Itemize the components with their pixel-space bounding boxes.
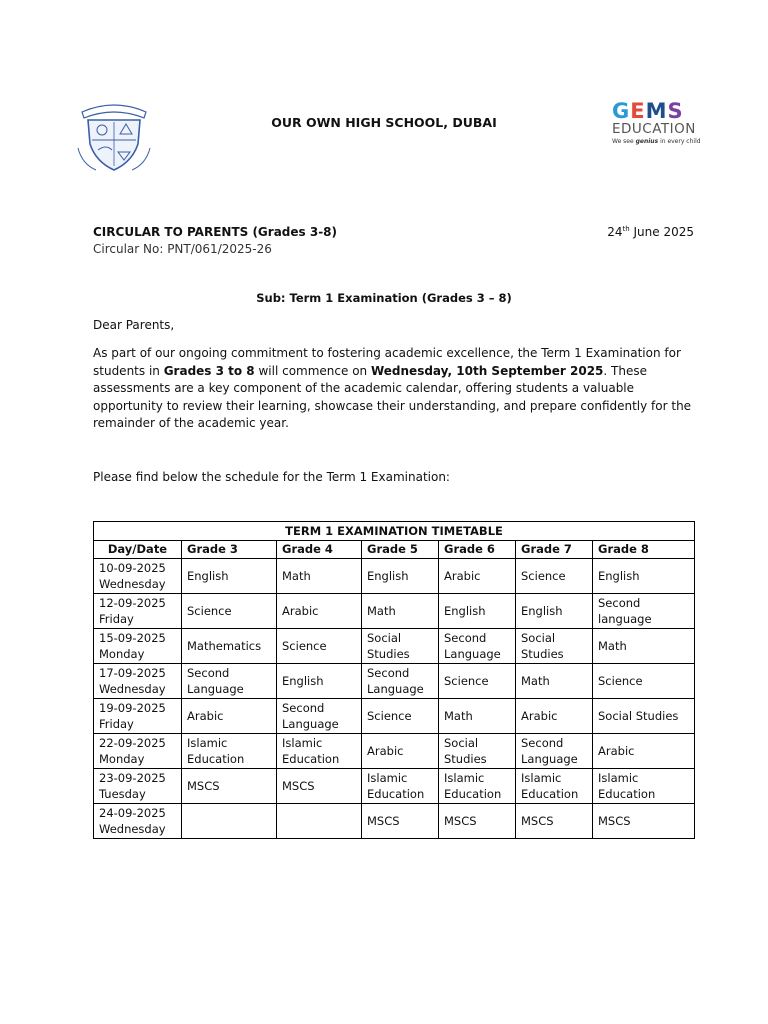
subject-cell-grade-8: Social Studies — [593, 699, 695, 734]
exam-weekday: Monday — [99, 752, 145, 766]
subject-cell-grade-8: English — [593, 559, 695, 594]
subject-cell-grade-5: Islamic Education — [362, 769, 439, 804]
subject-cell-grade-3: Science — [182, 594, 277, 629]
table-row — [94, 699, 695, 734]
header-grade-5: Grade 5 — [362, 541, 439, 559]
subject-cell-grade-5: Math — [362, 594, 439, 629]
subject-cell-grade-7: Second Language — [516, 734, 593, 769]
subject-cell-grade-4: Islamic Education — [277, 734, 362, 769]
subject-cell-grade-8: Science — [593, 664, 695, 699]
subject-cell-grade-4: English — [277, 664, 362, 699]
subject-cell-grade-8: MSCS — [593, 804, 695, 839]
subject-cell-grade-6: Arabic — [439, 559, 516, 594]
subject-cell-grade-6: English — [439, 594, 516, 629]
header-grade-4: Grade 4 — [277, 541, 362, 559]
school-name: OUR OWN HIGH SCHOOL, DUBAI — [271, 115, 497, 130]
brand-subtitle: EDUCATION — [612, 121, 696, 137]
subject-cell-grade-4 — [277, 804, 362, 839]
subject-cell-grade-7: Social Studies — [516, 629, 593, 664]
subject-cell-grade-4: Arabic — [277, 594, 362, 629]
subject-cell-grade-4: Math — [277, 559, 362, 594]
salutation: Dear Parents, — [93, 318, 175, 332]
header-grade-6: Grade 6 — [439, 541, 516, 559]
subject-line: Sub: Term 1 Examination (Grades 3 – 8) — [256, 291, 512, 305]
subject-cell-grade-3: MSCS — [182, 769, 277, 804]
header-grade-3: Grade 3 — [182, 541, 277, 559]
day-date-cell — [94, 769, 182, 804]
exam-weekday: Friday — [99, 612, 134, 626]
subject-cell-grade-3: Mathematics — [182, 629, 277, 664]
exam-date: 12-09-2025 — [99, 595, 166, 610]
subject-cell-grade-5: Arabic — [362, 734, 439, 769]
subject-cell-grade-5: English — [362, 559, 439, 594]
subject-cell-grade-7: MSCS — [516, 804, 593, 839]
gems-education-logo — [612, 100, 712, 154]
subject-cell-grade-6: Second Language — [439, 629, 516, 664]
exam-date: 22-09-2025 — [99, 735, 166, 750]
exam-date: 15-09-2025 — [99, 630, 166, 645]
circular-number: Circular No: PNT/061/2025-26 — [93, 242, 272, 256]
subject-cell-grade-3: Arabic — [182, 699, 277, 734]
subject-cell-grade-5: MSCS — [362, 804, 439, 839]
table-row — [94, 559, 695, 594]
brand-tagline: We see genius in every child — [612, 138, 701, 145]
subject-cell-grade-5: Second Language — [362, 664, 439, 699]
subject-cell-grade-3 — [182, 804, 277, 839]
subject-cell-grade-8: Islamic Education — [593, 769, 695, 804]
subject-cell-grade-3: Islamic Education — [182, 734, 277, 769]
subject-cell-grade-8: Second language — [593, 594, 695, 629]
subject-cell-grade-8: Arabic — [593, 734, 695, 769]
day-date-cell — [94, 559, 182, 594]
subject-cell-grade-4: Science — [277, 629, 362, 664]
exam-date: 23-09-2025 — [99, 770, 166, 785]
subject-cell-grade-5: Science — [362, 699, 439, 734]
subject-cell-grade-7: Arabic — [516, 699, 593, 734]
subject-cell-grade-5: Social Studies — [362, 629, 439, 664]
subject-cell-grade-6: Math — [439, 699, 516, 734]
table-row — [94, 594, 695, 629]
day-date-cell — [94, 594, 182, 629]
subject-cell-grade-6: Science — [439, 664, 516, 699]
exam-timetable — [93, 521, 695, 839]
circular-date: 24th June 2025 — [607, 225, 694, 239]
exam-date: 19-09-2025 — [99, 700, 166, 715]
subject-cell-grade-4: Second Language — [277, 699, 362, 734]
header-grade-8: Grade 8 — [593, 541, 695, 559]
schedule-intro: Please find below the schedule for the Term 1 Examination: — [93, 470, 450, 484]
exam-date: 17-09-2025 — [99, 665, 166, 680]
exam-weekday: Wednesday — [99, 577, 166, 591]
day-date-cell — [94, 664, 182, 699]
table-row — [94, 664, 695, 699]
header-grade-7: Grade 7 — [516, 541, 593, 559]
table-row — [94, 629, 695, 664]
day-date-cell — [94, 699, 182, 734]
gems-wordmark: GEMS — [612, 99, 684, 123]
subject-cell-grade-7: Math — [516, 664, 593, 699]
subject-cell-grade-7: Science — [516, 559, 593, 594]
subject-cell-grade-8: Math — [593, 629, 695, 664]
day-date-cell — [94, 629, 182, 664]
header-day-date: Day/Date — [94, 541, 182, 559]
circular-title: CIRCULAR TO PARENTS (Grades 3-8) — [93, 225, 338, 239]
subject-cell-grade-3: Second Language — [182, 664, 277, 699]
table-row — [94, 734, 695, 769]
exam-weekday: Wednesday — [99, 682, 166, 696]
exam-weekday: Monday — [99, 647, 145, 661]
school-crest-logo — [72, 100, 156, 176]
day-date-cell — [94, 734, 182, 769]
exam-weekday: Tuesday — [99, 787, 146, 801]
subject-cell-grade-6: Islamic Education — [439, 769, 516, 804]
day-date-cell — [94, 804, 182, 839]
exam-date: 24-09-2025 — [99, 805, 166, 820]
subject-cell-grade-6: MSCS — [439, 804, 516, 839]
table-row — [94, 804, 695, 839]
exam-date: 10-09-2025 — [99, 560, 166, 575]
exam-weekday: Friday — [99, 717, 134, 731]
subject-cell-grade-4: MSCS — [277, 769, 362, 804]
timetable-title: TERM 1 EXAMINATION TIMETABLE — [94, 522, 695, 541]
subject-cell-grade-7: Islamic Education — [516, 769, 593, 804]
subject-cell-grade-7: English — [516, 594, 593, 629]
subject-cell-grade-3: English — [182, 559, 277, 594]
timetable-header-row — [94, 541, 695, 559]
exam-weekday: Wednesday — [99, 822, 166, 836]
body-paragraph: As part of our ongoing commitment to fostering academic excellence, the Term 1 Examination for students in Grades 3 to 8 will commence on Wednesday, 10th September 2025. These assessments are a key component of the academic calendar, offering students a valuable opportunity to review their learning, showcase their understanding, and prepare confidently for the remainder of the academic year. — [93, 346, 692, 430]
timetable-body — [94, 559, 695, 839]
subject-cell-grade-6: Social Studies — [439, 734, 516, 769]
table-row — [94, 769, 695, 804]
